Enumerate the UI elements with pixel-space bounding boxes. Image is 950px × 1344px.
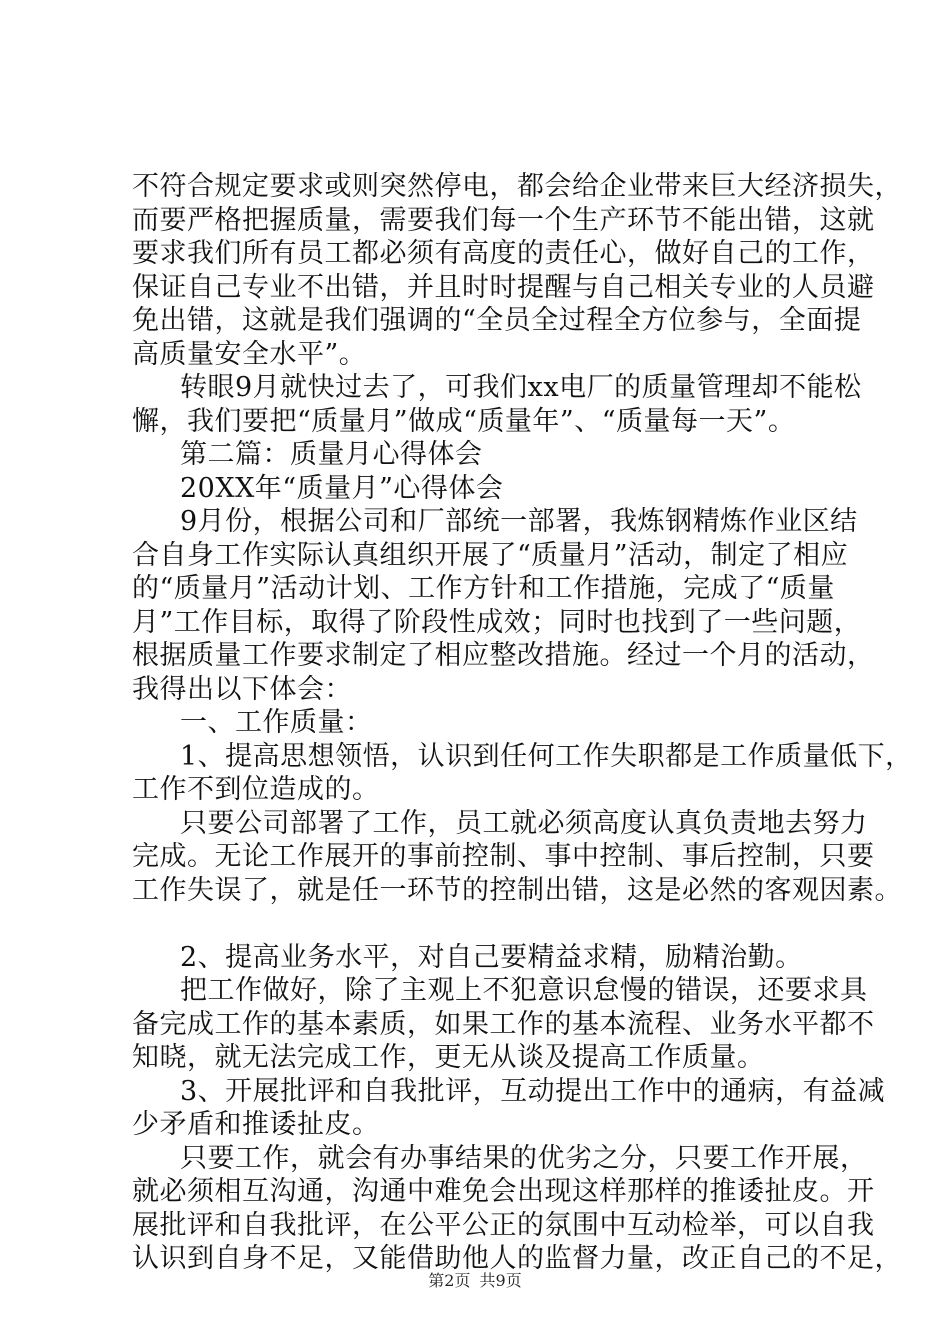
text-line: 知晓，就无法完成工作，更无从谈及提高工作质量。 bbox=[132, 1042, 765, 1073]
section-heading: 第二篇：质量月心得体会 bbox=[180, 439, 483, 470]
text-line: 工作失误了，就是任一环节的控制出错，这是必然的客观因素。 bbox=[132, 874, 902, 906]
text-line: 而要严格把握质量，需要我们每一个生产环节不能出错，这就 bbox=[132, 204, 875, 236]
text-line: 完成。无论工作展开的事前控制、事中控制、事后控制，只要 bbox=[132, 841, 875, 872]
text-line: 高质量安全水平”。 bbox=[132, 338, 367, 370]
text-line: 要求我们所有员工都必须有高度的责任心，做好自己的工作， bbox=[132, 238, 875, 269]
text-line: 懈，我们要把“质量月”做成“质量年”、“质量每一天”。 bbox=[132, 405, 796, 437]
paragraph-start-line: 9月份，根据公司和厂部统一部署，我炼钢精炼作业区结 bbox=[180, 506, 858, 537]
text-line: 就必须相互沟通，沟通中难免会出现这样那样的推诿扯皮。开 bbox=[132, 1176, 875, 1207]
text-line: 少矛盾和推诿扯皮。 bbox=[132, 1109, 380, 1140]
article-title: 20XX年“质量月”心得体会 bbox=[180, 472, 504, 504]
text-line: 免出错，这就是我们强调的“全员全过程全方位参与，全面提 bbox=[132, 305, 862, 336]
text-line: 展批评和自我批评，在公平公正的氛围中互动检举，可以自我 bbox=[132, 1209, 875, 1241]
numbered-point: 2、提高业务水平，对自己要精益求精，励精治勤。 bbox=[180, 941, 803, 973]
document-body bbox=[132, 170, 913, 1276]
text-line: 月”工作目标，取得了阶段性成效；同时也找到了一些问题， bbox=[132, 606, 862, 638]
page-number: 第2页 bbox=[428, 1271, 471, 1290]
text-line: 我得出以下体会： bbox=[132, 673, 352, 705]
text-line: 备完成工作的基本素质，如果工作的基本流程、业务水平都不 bbox=[132, 1008, 875, 1040]
blank-line bbox=[132, 907, 832, 941]
paragraph-start-line: 把工作做好，除了主观上不犯意识怠慢的错误，还要求具 bbox=[180, 975, 868, 1006]
paragraph-start-line: 转眼9月就快过去了，可我们xx电厂的质量管理却不能松 bbox=[180, 372, 862, 403]
text-line: 保证自己专业不出错，并且时时提醒与自己相关专业的人员避 bbox=[132, 271, 875, 303]
page-footer bbox=[0, 1268, 950, 1291]
numbered-point: 1、提高思想领悟，认识到任何工作失职都是工作质量低下， bbox=[180, 740, 913, 772]
text-line: 根据质量工作要求制定了相应整改措施。经过一个月的活动， bbox=[132, 640, 875, 671]
text-line: 不符合规定要求或则突然停电，都会给企业带来巨大经济损失， bbox=[132, 171, 902, 202]
text-line: 认识到自身不足，又能借助他人的监督力量，改正自己的不足， bbox=[132, 1243, 902, 1274]
numbered-point: 3、开展批评和自我批评，互动提出工作中的通病，有益减 bbox=[180, 1075, 886, 1107]
paragraph-start-line: 只要公司部署了工作，员工就必须高度认真负责地去努力 bbox=[180, 807, 868, 839]
subsection-heading: 一、工作质量： bbox=[180, 707, 373, 738]
text-line: 合自身工作实际认真组织开展了“质量月”活动，制定了相应 bbox=[132, 539, 849, 571]
paragraph-start-line: 只要工作，就会有办事结果的优劣之分，只要工作开展， bbox=[180, 1142, 868, 1174]
page-total: 共9页 bbox=[479, 1271, 522, 1290]
text-line: 的“质量月”活动计划、工作方针和工作措施，完成了“质量 bbox=[132, 573, 835, 604]
text-line: 工作不到位造成的。 bbox=[132, 774, 380, 805]
